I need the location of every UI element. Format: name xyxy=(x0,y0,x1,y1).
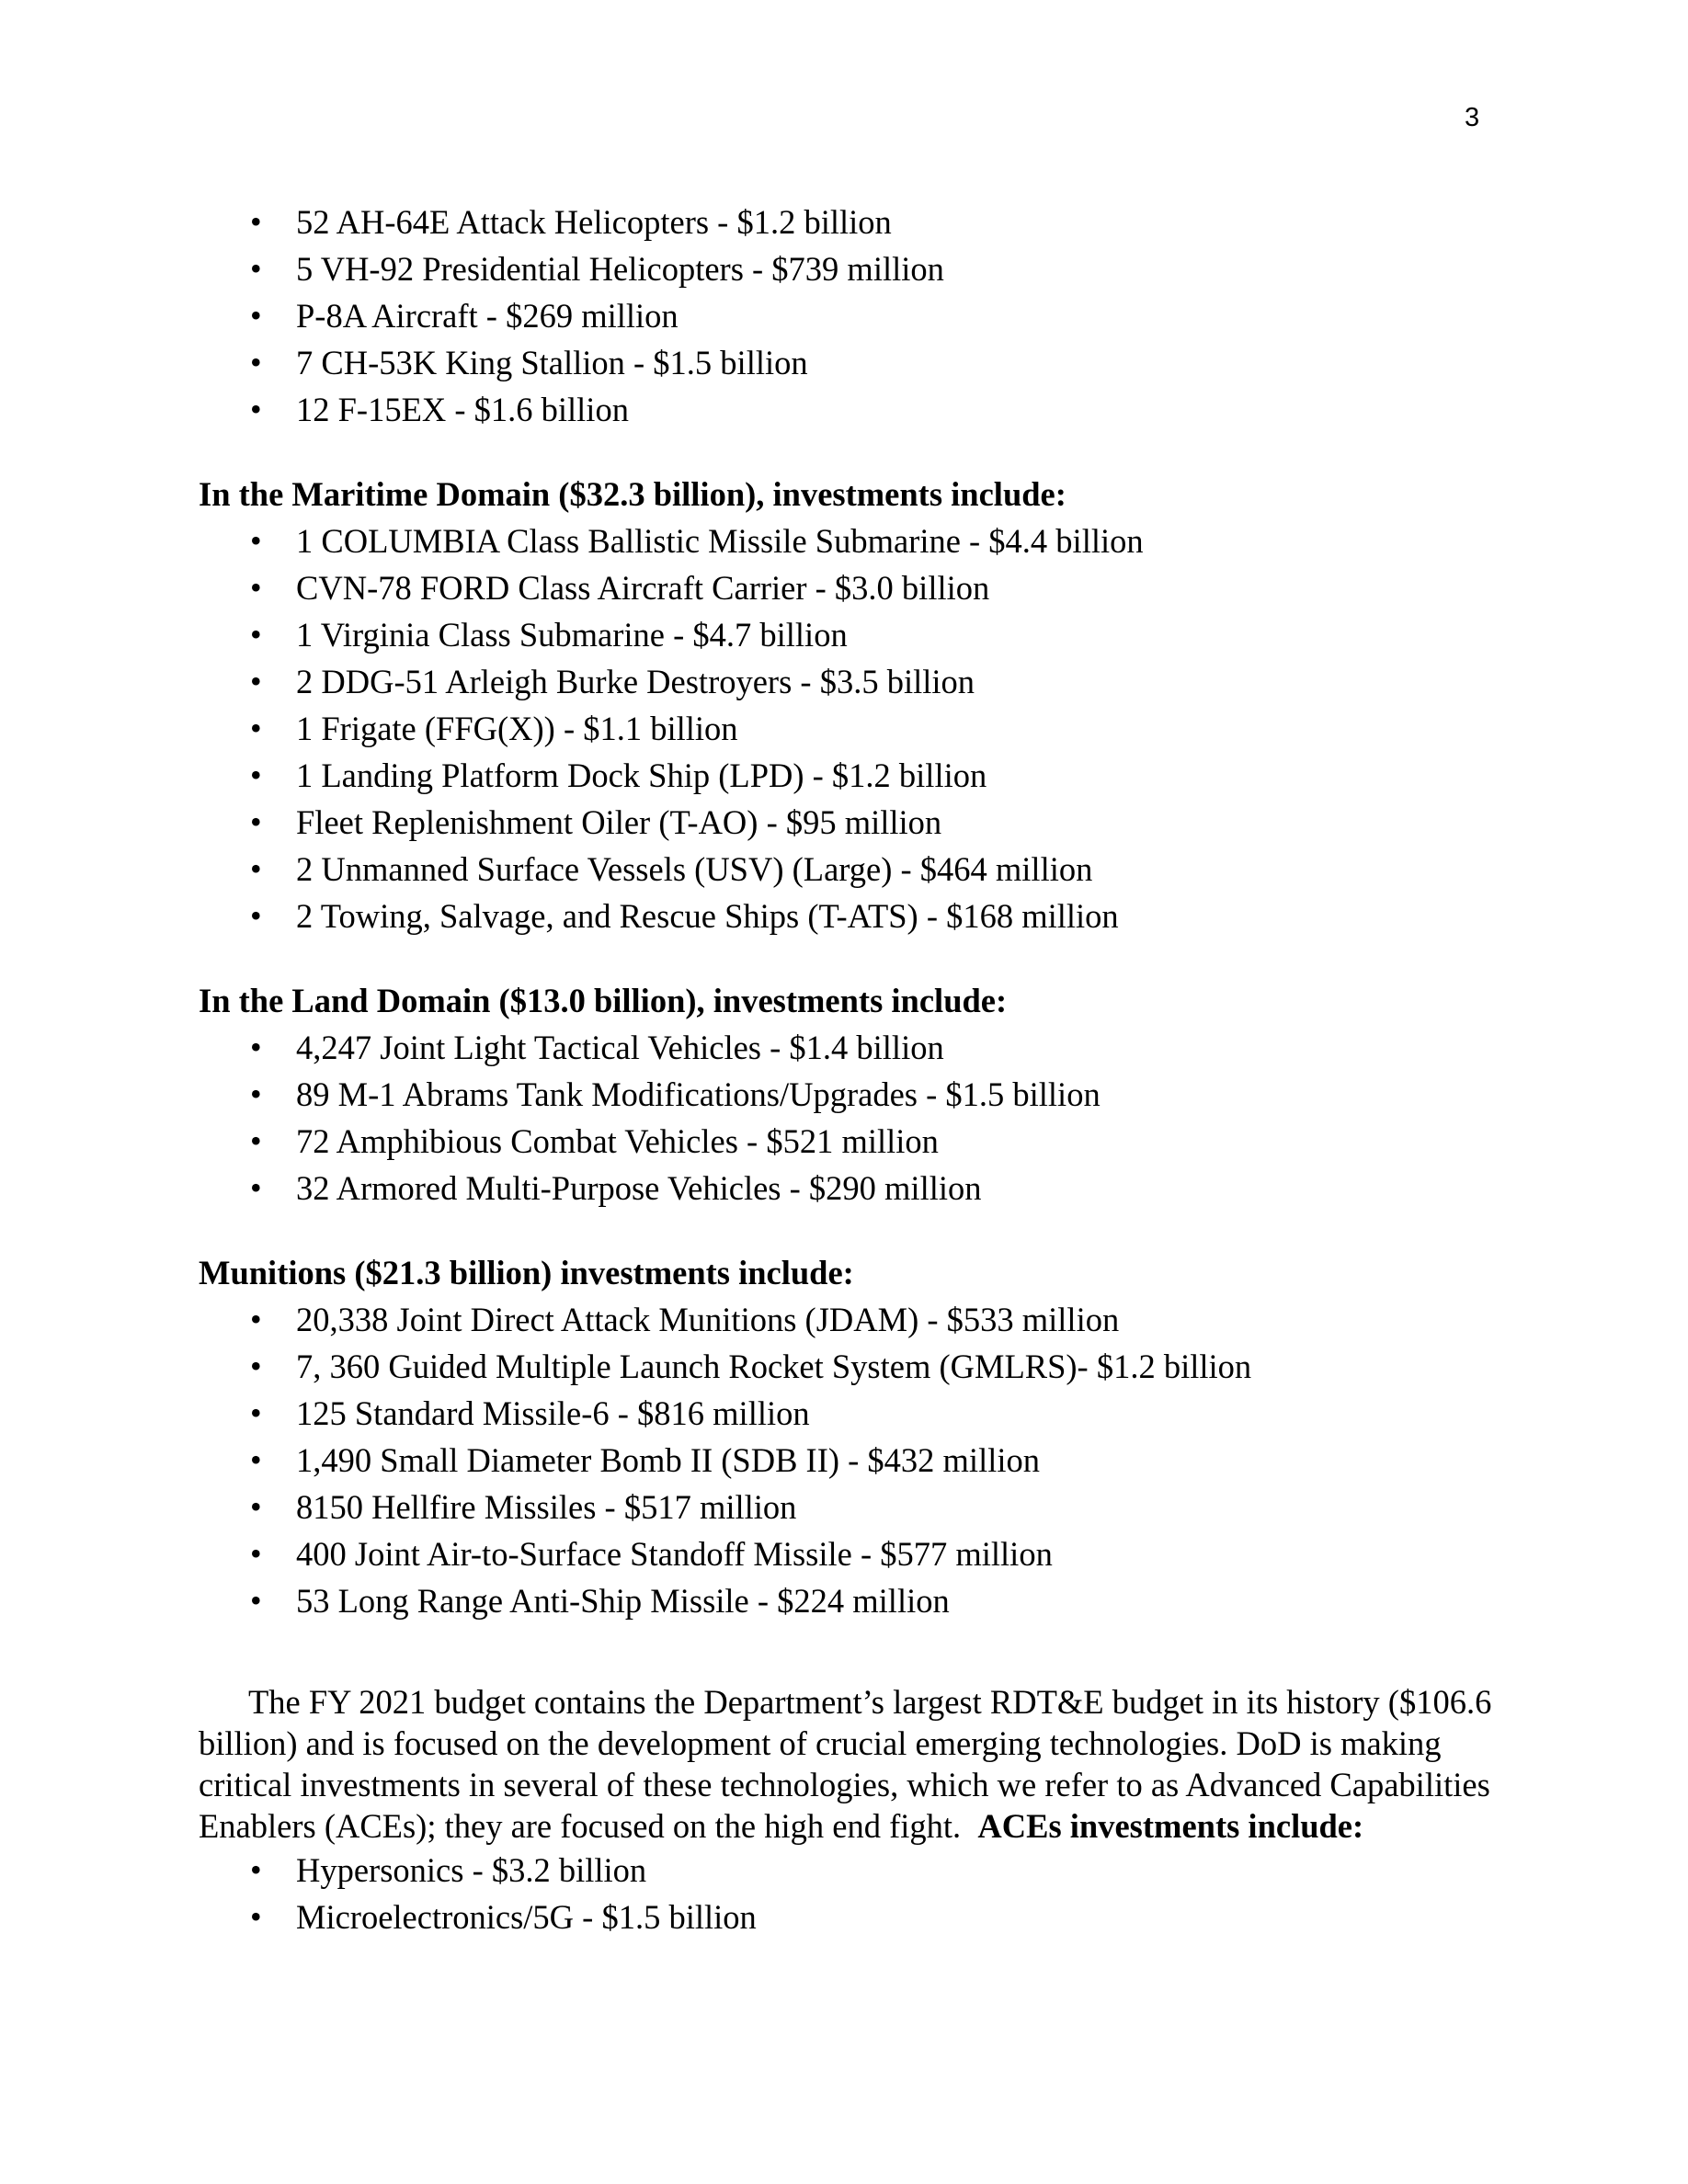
munitions-heading: Munitions ($21.3 billion) investments include: xyxy=(199,1254,854,1291)
list-item: • Hypersonics - $3.2 billion xyxy=(199,1847,1504,1894)
list-item: • 1 Landing Platform Dock Ship (LPD) - $1.2 billion xyxy=(199,752,1504,799)
list-item: • 1,490 Small Diameter Bomb II (SDB II) - $432 million xyxy=(199,1437,1504,1484)
rdte-paragraph xyxy=(199,1681,1504,1847)
list-item: • 400 Joint Air-to-Surface Standoff Missile - $577 million xyxy=(199,1530,1504,1577)
list-item: • P-8A Aircraft - $269 million xyxy=(199,292,1504,339)
aces-items-list xyxy=(199,1847,1504,1940)
list-item: • 53 Long Range Anti-Ship Missile - $224 million xyxy=(199,1577,1504,1624)
aces-heading: ACEs investments include: xyxy=(977,1807,1364,1845)
document-body xyxy=(199,199,1504,1940)
list-item: • 5 VH-92 Presidential Helicopters - $739 million xyxy=(199,245,1504,292)
land-heading: In the Land Domain ($13.0 billion), investments include: xyxy=(199,982,1008,1019)
list-item: • 2 DDG-51 Arleigh Burke Destroyers - $3.5 billion xyxy=(199,658,1504,705)
list-item: • 4,247 Joint Light Tactical Vehicles - $1.4 billion xyxy=(199,1024,1504,1071)
list-item: • 1 Frigate (FFG(X)) - $1.1 billion xyxy=(199,705,1504,752)
list-item: • 1 Virginia Class Submarine - $4.7 billion xyxy=(199,611,1504,658)
land-items-list xyxy=(199,1024,1504,1211)
list-item: • 20,338 Joint Direct Attack Munitions (JDAM) - $533 million xyxy=(199,1296,1504,1343)
air-items-list xyxy=(199,199,1504,433)
list-item: • Fleet Replenishment Oiler (T-AO) - $95 million xyxy=(199,799,1504,846)
list-item: • 72 Amphibious Combat Vehicles - $521 million xyxy=(199,1118,1504,1165)
list-item: • 2 Unmanned Surface Vessels (USV) (Large) - $464 million xyxy=(199,846,1504,893)
list-item: • 7, 360 Guided Multiple Launch Rocket System (GMLRS)- $1.2 billion xyxy=(199,1343,1504,1390)
page-number: 3 xyxy=(1465,103,1480,132)
list-item: • 52 AH-64E Attack Helicopters - $1.2 billion xyxy=(199,199,1504,245)
list-item: • 125 Standard Missile-6 - $816 million xyxy=(199,1390,1504,1437)
list-item: • 2 Towing, Salvage, and Rescue Ships (T-ATS) - $168 million xyxy=(199,893,1504,939)
list-item: • Microelectronics/5G - $1.5 billion xyxy=(199,1894,1504,1940)
list-item: • CVN-78 FORD Class Aircraft Carrier - $3.0 billion xyxy=(199,564,1504,611)
list-item: • 89 M-1 Abrams Tank Modifications/Upgrades - $1.5 billion xyxy=(199,1071,1504,1118)
maritime-heading: In the Maritime Domain ($32.3 billion), investments include: xyxy=(199,475,1066,513)
list-item: • 7 CH-53K King Stallion - $1.5 billion xyxy=(199,339,1504,386)
maritime-items-list xyxy=(199,518,1504,939)
rdte-paragraph-text: The FY 2021 budget contains the Department’s largest RDT&E budget in its history ($106.6 billion) and is focused on the development of crucial emerging technologies. DoD is making critical investments in several of these technologies, which we refer to as Advanced Capabilities Enablers (ACEs); they are focused on the high end fight. xyxy=(199,1683,1492,1845)
list-item: • 8150 Hellfire Missiles - $517 million xyxy=(199,1484,1504,1530)
list-item: • 32 Armored Multi-Purpose Vehicles - $290 million xyxy=(199,1165,1504,1211)
list-item: • 12 F-15EX - $1.6 billion xyxy=(199,386,1504,433)
munitions-items-list xyxy=(199,1296,1504,1624)
list-item: • 1 COLUMBIA Class Ballistic Missile Submarine - $4.4 billion xyxy=(199,518,1504,564)
